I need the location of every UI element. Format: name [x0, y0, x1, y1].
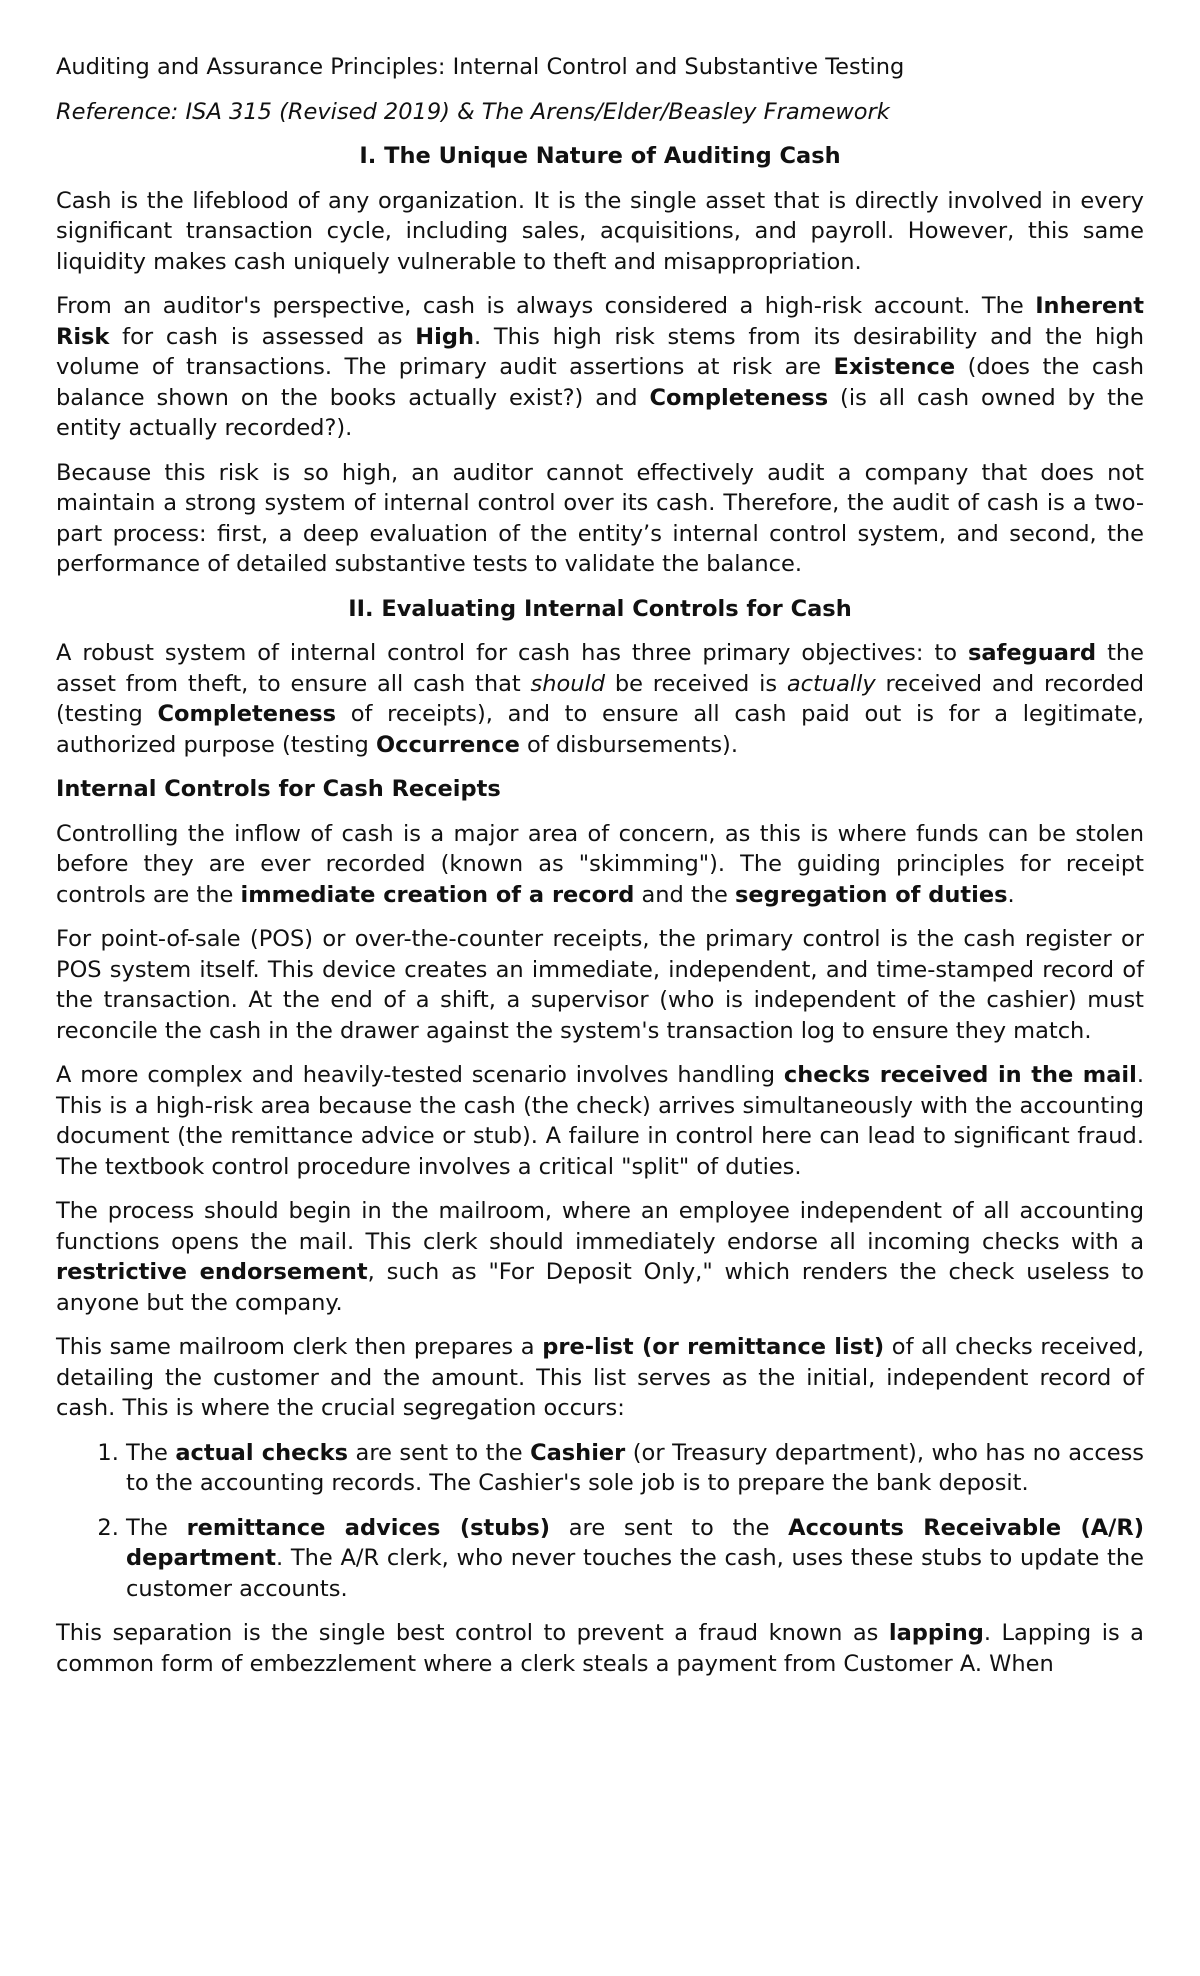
section-2-paragraph-3: For point-of-sale (POS) or over-the-counter receipts, the primary control is the cash register or POS system itself. This device creates an immediate, independent, and time-stamped record of the transaction. At the end of a shift, a supervisor (who is independent of the cashier) must reconcile the cash in the drawer against the system's transaction log to ensure they match. [56, 926, 1144, 1044]
bold-completeness: Completeness [649, 384, 829, 411]
bold-occurrence: Occurrence [375, 731, 520, 758]
text-run: , such as "For Deposit Only," which renders the check useless to anyone but the company. [56, 1259, 1144, 1316]
document-title: Auditing and Assurance Principles: Internal Control and Substantive Testing [56, 54, 905, 80]
text-run: received and recorded (testing [56, 670, 1144, 727]
text-run: . Lapping is a common form of embezzlement where a clerk steals a payment from Customer A. When [56, 1620, 1144, 1677]
text-run: . This is a high-risk area because the cash (the check) arrives simultaneously with the accounting document (the remittance advice or stub). A failure in control here can lead to significant fraud. The textbook control procedure involves a critical "split" of duties. [56, 1062, 1144, 1180]
text-run: . This high risk stems from its desirability and the high volume of transactions. The primary audit assertions at risk are [56, 323, 1145, 380]
text-run: Controlling the inflow of cash is a major area of concern, as this is where funds can be stolen before they are ever recorded (known as "skimming"). The guiding principles for receipt controls are the [56, 820, 1144, 908]
bold-high: High [415, 323, 474, 350]
bold-lapping: lapping [888, 1620, 984, 1646]
text-run: be received is [605, 670, 787, 697]
text-run: of receipts), and to ensure all cash paid out is for a legitimate, authorized purpose (testing [56, 701, 1144, 758]
text-run: The [126, 1514, 187, 1541]
bold-remittance-advices: remittance advices (stubs) [186, 1514, 551, 1541]
section-2-paragraph-5 [56, 1196, 1144, 1318]
section-1-paragraph-1: Cash is the lifeblood of any organization. It is the single asset that is directly involved in every significant transaction cycle, including sales, acquisitions, and payroll. However, this same liquidity makes cash uniquely vulnerable to theft and misappropriation. [56, 187, 1144, 275]
bold-cashier: Cashier [530, 1439, 626, 1466]
bold-existence: Existence [833, 354, 956, 380]
text-run: of disbursements). [519, 731, 738, 758]
bold-ar-department: Accounts Receivable (A/R) department [126, 1514, 1145, 1571]
bold-segregation: segregation of duties [735, 881, 1008, 908]
section-1-paragraph-3: Because this risk is so high, an auditor cannot effectively audit a company that does not maintain a strong system of internal control over its cash. Therefore, the audit of cash is a two-part process: first, a deep evaluation of the entity’s internal control system, and second, the performance of detailed substantive tests to validate the balance. [56, 459, 1144, 577]
text-run: are sent to the [550, 1514, 789, 1541]
text-run: (or Treasury department), who has no access to the accounting records. The Cashier's sole job is to prepare the bank deposit. [126, 1439, 1145, 1496]
text-run: the asset from theft, to ensure all cash that [56, 640, 1144, 697]
bold-restrictive-endorsement: restrictive endorsement [56, 1259, 368, 1285]
text-run: for cash is assessed as [109, 323, 416, 350]
document-reference: Reference: ISA 315 (Revised 2019) & The Arens/Elder/Beasley Framework [56, 98, 890, 125]
text-run: This separation is the single best control to prevent a fraud known as [56, 1620, 889, 1646]
text-run: This same mailroom clerk then prepares a [56, 1334, 543, 1360]
document-page [56, 52, 1144, 1693]
bold-immediate-record: immediate creation of a record [240, 881, 635, 908]
text-run: A robust system of internal control for cash has three primary objectives: to [56, 640, 968, 666]
bold-safeguard: safeguard [967, 640, 1097, 666]
text-run: (is all cash owned by the entity actually recorded?). [56, 384, 1145, 441]
text-run: The [126, 1439, 176, 1466]
text-run: From an auditor's perspective, cash is always considered a high-risk account. The [56, 293, 1036, 319]
section-2-paragraph-7 [56, 1618, 1144, 1679]
section-1-paragraph-2 [56, 291, 1144, 444]
text-run: A more complex and heavily-tested scenario involves handling [56, 1062, 784, 1088]
text-run: . [1007, 881, 1015, 908]
bold-actual-checks: actual checks [175, 1439, 349, 1466]
section-2-heading: II. Evaluating Internal Controls for Cash [348, 595, 852, 622]
text-run: of all checks received, detailing the customer and the amount. This list serves as the initial, independent record of cash. This is where the crucial segregation occurs: [56, 1334, 1145, 1421]
bold-inherent-risk: Inherent Risk [56, 293, 1144, 350]
text-run: and the [634, 881, 736, 908]
bold-pre-list: pre-list (or remittance list) [542, 1334, 885, 1360]
subheading-cash-receipts: Internal Controls for Cash Receipts [56, 776, 501, 802]
list-item [126, 1513, 1144, 1605]
text-run: (does the cash balance shown on the books actually exist?) and [56, 354, 1144, 411]
bold-completeness: Completeness [157, 701, 337, 727]
text-run: The process should begin in the mailroom, where an employee independent of all accounting functions opens the mail. This clerk should immediately endorse all incoming checks with a [56, 1198, 1144, 1255]
text-run: . The A/R clerk, who never touches the cash, uses these stubs to update the customer accounts. [126, 1545, 1144, 1602]
italic-should: should [530, 670, 606, 697]
section-2-paragraph-4 [56, 1060, 1144, 1182]
section-2-paragraph-1 [56, 638, 1144, 760]
section-2-paragraph-2 [56, 819, 1144, 911]
italic-actually: actually [786, 670, 876, 697]
text-run: are sent to the [348, 1439, 531, 1466]
list-item [126, 1438, 1144, 1499]
segregation-list [56, 1438, 1144, 1605]
bold-checks-mail: checks received in the mail [783, 1062, 1137, 1088]
section-2-paragraph-6 [56, 1332, 1144, 1424]
section-1-heading: I. The Unique Nature of Auditing Cash [359, 143, 841, 169]
